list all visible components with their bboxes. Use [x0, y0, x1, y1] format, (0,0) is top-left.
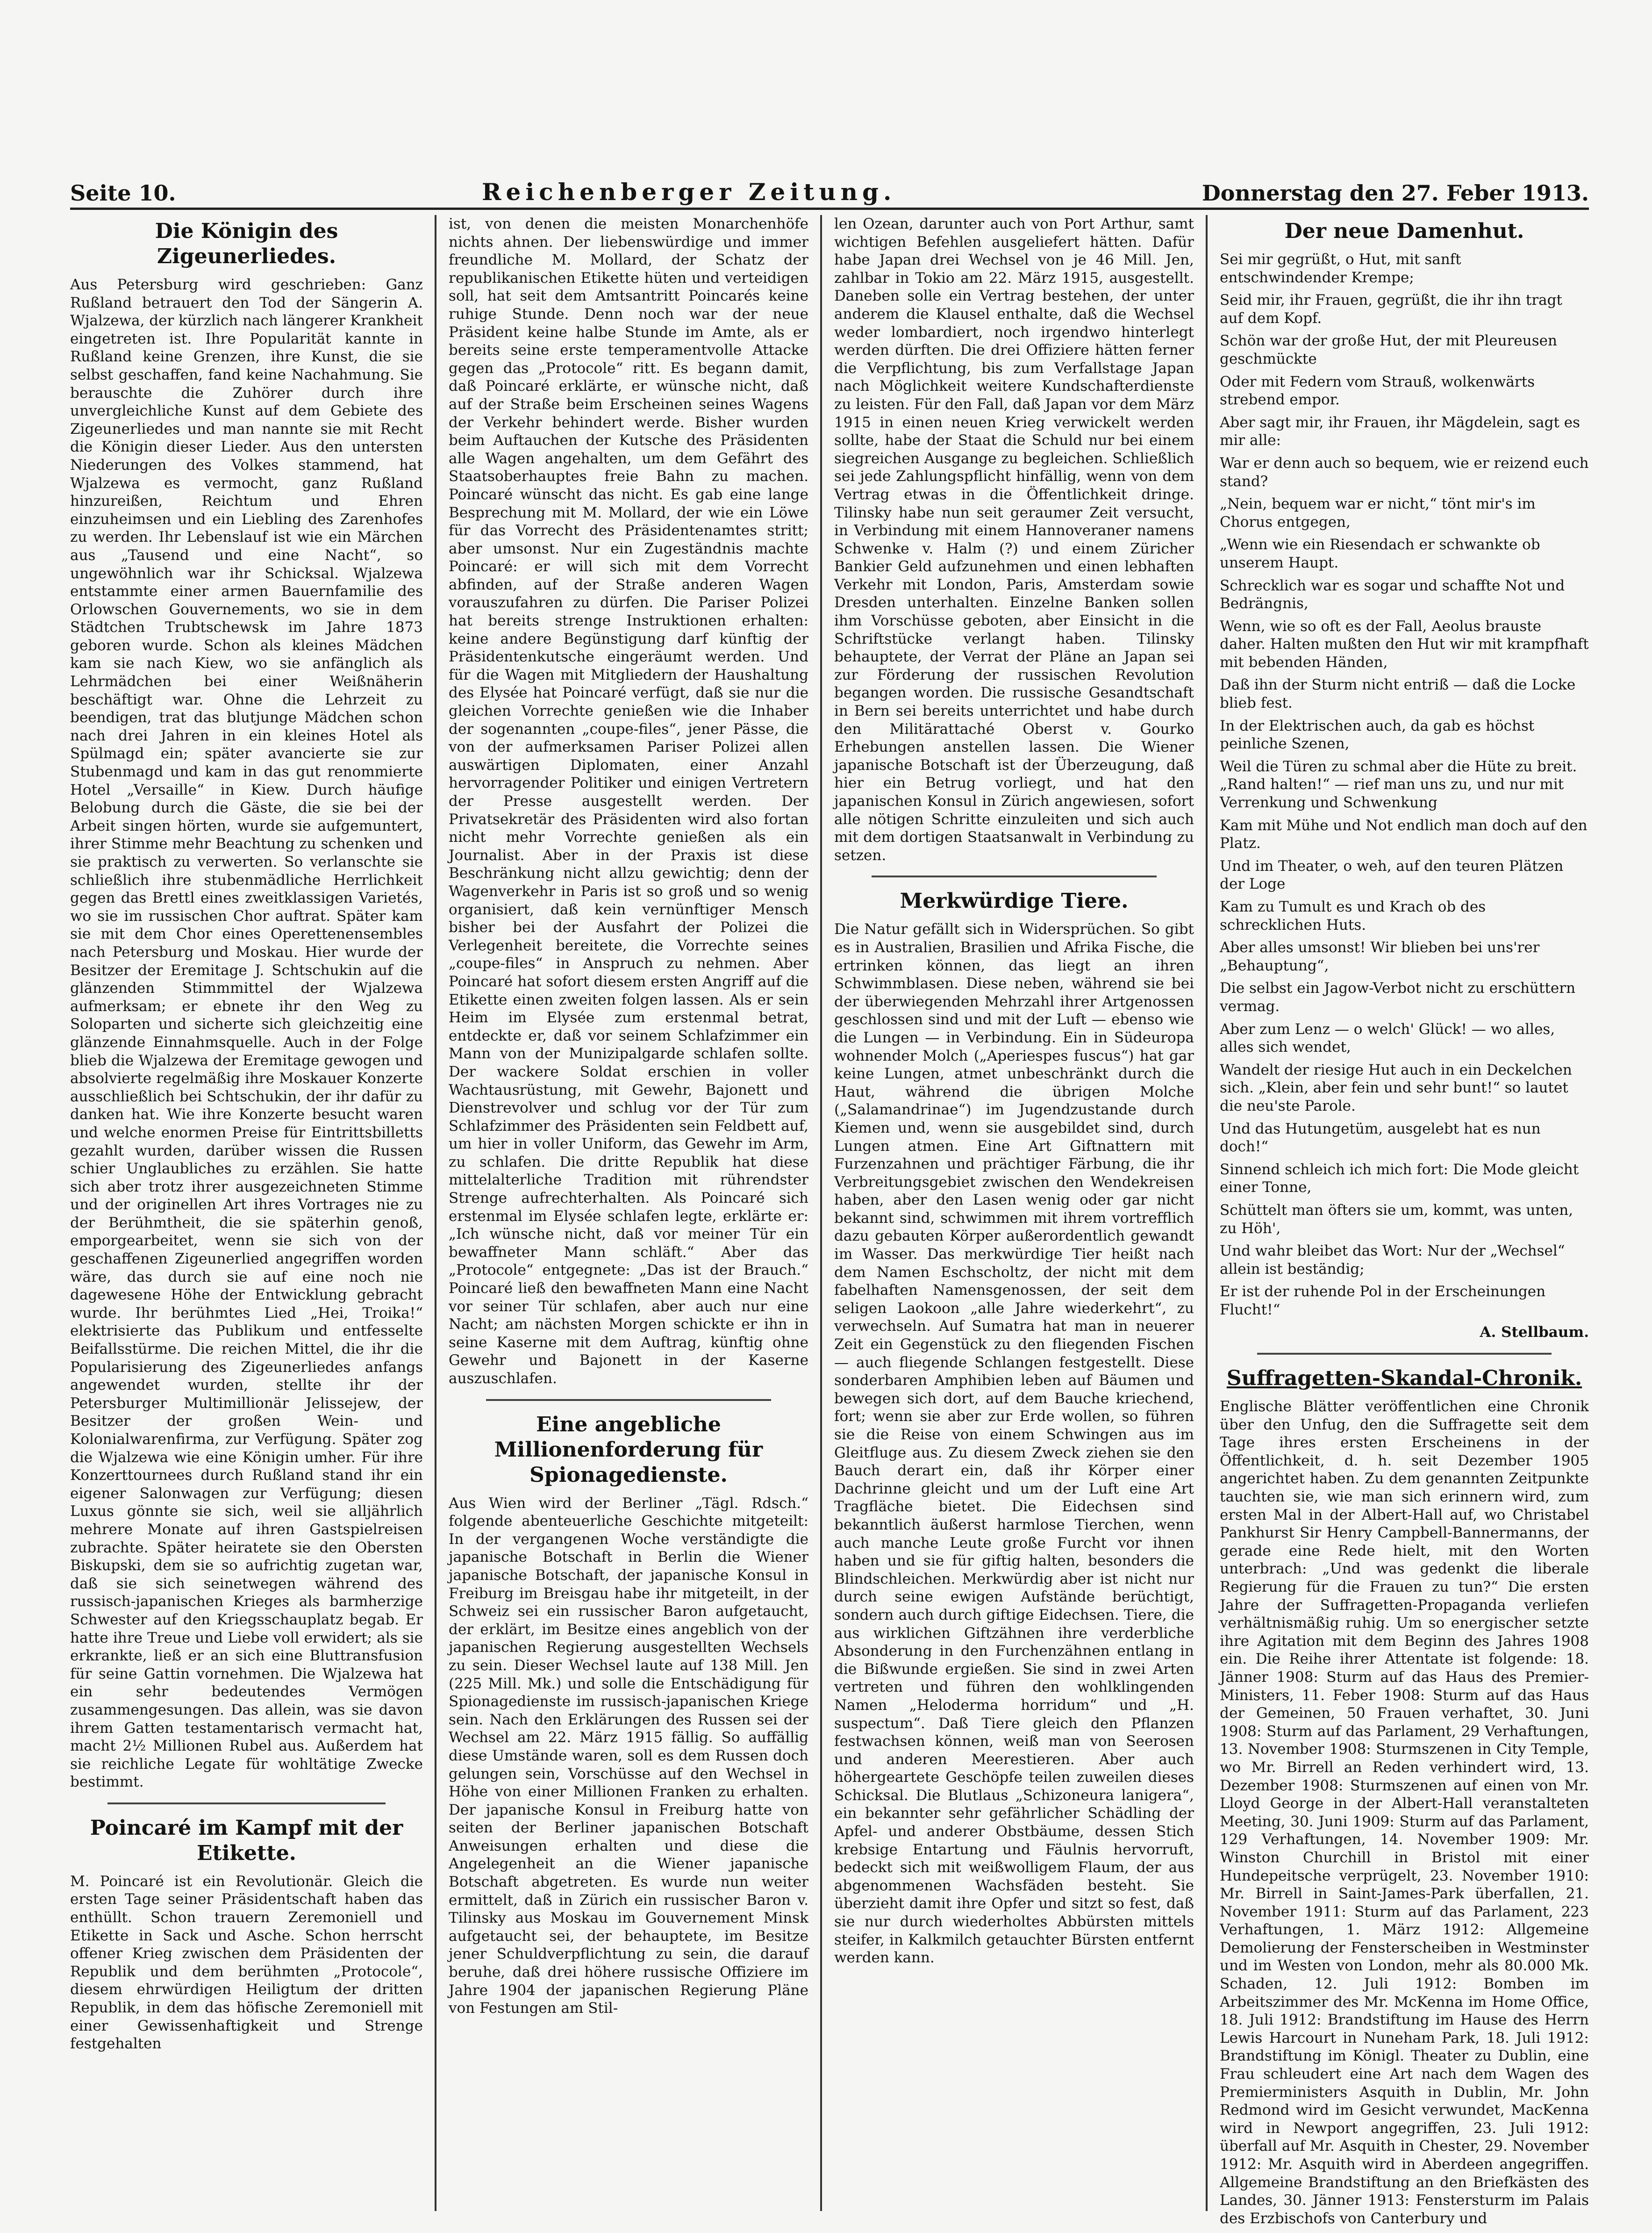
poem-line: „Wenn wie ein Riesendach er schwankte ob unserem Haupt. [1220, 536, 1540, 571]
poem-line: Aber sagt mir, ihr Frauen, ihr Mägdelein, sagt es mir alle: [1220, 414, 1580, 449]
poem-line: Und im Theater, o weh, auf den teuren Plätzen der Loge [1220, 857, 1564, 893]
article-body-poincare: M. Poincaré ist ein Revolutionär. Gleich die ersten Tage seiner Präsidentschaft haben das enthüllt. Schon trauern Zeremoniell und Etikette in Sack und Asche. Schon herrscht offener Krieg zwischen dem Präsidenten der Republik und dem berühmten „Protocole“, diesem ehrwürdigen Heiligtum der dritten Republik, in dem das höfische Zeremoniell mit einer Gewissenhaftigkeit und Strenge festgehalten [70, 1873, 423, 2053]
article-title-poincare: Poincaré im Kampf mit der Etikette. [90, 1816, 403, 1865]
poem-author: A. Stellbaum. [1480, 1324, 1589, 1341]
poem-line: Schrecklich war es sogar und schaffte Not und Bedrängnis, [1220, 577, 1565, 612]
column-3 [834, 215, 1194, 2211]
article-body-tiere: Die Natur gefällt sich in Widersprüchen. So gibt es in Australien, Brasilien und Afrika Fische, die ertrinken können, das liegt an ihren Schwimmblasen. Diese neben, während sie bei der überwiegenden Mehrzahl ihrer Artgenossen geschlossen sind und mit der Luft — ebenso wie die Lungen — in Verbindung. Ein in Südeuropa wohnender Molch („Aperiespes fuscus“) hat gar keine Lungen, atmet unbeschränkt durch die Haut, während die übrigen Molche („Salamandrinae“) im Jugendzustande durch Kiemen und, wenn sie ausgebildet sind, durch Lungen atmen. Eine Art Giftnattern mit Furzenzahnen und prächtiger Färbung, die ihr Verbreitungsgebiet zwischen den Wendekreisen haben, aber den Lasen wenig oder gar nicht bekannt sind, schwimmen mit ihrem vortrefflich dazu gebauten Körper außerordentlich gewandt im Wasser. Das merkwürdige Tier heißt nach dem Namen Eschscholtz, der nicht mit dem fabelhaften Namensgenossen, der seit dem seligen Laokoon „alle Jahre wiederkehrt“, zu verwechseln. Auf Sumatra hat man in neuerer Zeit ein Gegenstück zu den fliegenden Fischen — auch fliegende Schlangen festgestellt. Diese sonderbaren Amphibien leben auf Bäumen und bewegen sich dort, auf dem Bauche kriechend, fort; wenn sie aber zur Erde wollen, so führen sie die Reise von einem Schwingen aus im Gleitfluge aus. Zu diesem Zweck ziehen sie den Bauch derart ein, daß ihr Körper einer Dachrinne gleicht und um der Luft eine Art Tragfläche bietet. Die Eidechsen sind bekanntlich äußerst harmlose Tierchen, wenn auch manche Leute große Furcht vor ihnen haben und sie für giftig halten, besonders die Blindschleichen. Merkwürdig aber ist nicht nur durch seine ewigen Aufstände berüchtigt, sondern auch durch giftige Eidechsen. Tiere, die aus wirklichen Giftzähnen ihre verderbliche Absonderung in den Furchenzähnen entlang in die Bißwunde ergießen. Sie sind in zwei Arten vertreten und führen den wohlklingenden Namen „Heloderma horridum“ und „H. suspectum“. Daß Tiere gleich den Pflanzen festwachsen können, weiß man von Seerosen und anderen Meerestieren. Aber auch höhergeartete Geschöpfe teilen zuweilen dieses Schicksal. Die Blutlaus „Schizoneura lanigera“, ein bekannter sehr gefährlicher Schädling der Apfel- und anderer Obstbäume, dessen Stich krebsige Entartung und Fäulnis hervorruft, bedeckt sich mit weißwolligem Flaum, der aus abgenommenen Wachsfäden besteht. Sie überzieht damit ihre Opfer und sitzt so fest, daß sie nur durch wiederholtes Abbürsten mittels steifer, in Kalkmilch getauchter Bürsten entfernt werden kann. [834, 921, 1194, 1967]
poem-line: Seid mir, ihr Frauen, gegrüßt, die ihr ihn tragt auf dem Kopf. [1220, 292, 1562, 327]
article-separator [1257, 1353, 1552, 1355]
poem-line: Wandelt der riesige Hut auch in ein Deckelchen sich. „Klein, aber fein und sehr bunt!“ so lautet die neu'ste Parole. [1220, 1061, 1572, 1114]
masthead: Reichenberger Zeitung. [481, 178, 896, 206]
page-header [70, 168, 1589, 206]
poem-line: Kam mit Mühe und Not endlich man doch auf den Platz. [1220, 817, 1588, 852]
page-number: Seite 10. [70, 180, 176, 206]
poem-line: Daß ihn der Sturm nicht entriß — daß die Locke blieb fest. [1220, 676, 1576, 712]
poem-line: Oder mit Federn vom Strauß, wolkenwärts strebend empor. [1220, 373, 1535, 409]
header-rule [70, 208, 1589, 210]
article-body-zigeunerlied: Aus Petersburg wird geschrieben: Ganz Rußland betrauert den Tod der Sängerin A. Wjalzewa, der kürzlich nach längerer Krankheit eingetreten ist. Ihre Popularität kannte in Rußland keine Grenzen, ihre Kunst, die sie selbst geschaffen, fand keine Nachahmung. Sie berauschte die Zuhörer durch ihre unvergleichliche Kunst auf dem Gebiete des Zigeunerliedes und man nannte sie mit Recht die Königin dieser Lieder. Aus den untersten Niederungen des Volkes stammend, hat Wjalzewa es vermocht, ganz Rußland hinzureißen, Reichtum und Ehren einzuheimsen und ein Liebling des Zarenhofes zu werden. Ihr Lebenslauf ist wie ein Märchen aus „Tausend und eine Nacht“, so ungewöhnlich war ihr Schicksal. Wjalzewa entstammte einer armen Bauernfamilie des Orlowschen Gouvernements, wo sie in dem Städtchen Trubtschewsk im Jahre 1873 geboren wurde. Schon als kleines Mädchen kam sie nach Kiew, wo sie anfänglich als Lehrmädchen bei einer Weißnäherin beschäftigt war. Ohne die Lehrzeit zu beendigen, trat das blutjunge Mädchen schon nach drei Jahren in ein kleines Hotel als Spülmagd ein; später avancierte sie zur Stubenmagd und kam in das gut renommierte Hotel „Versaille“ in Kiew. Durch häufige Belobung durch die Gäste, die sie bei der Arbeit singen hörten, wurde sie aufgemuntert, ihrer Stimme mehr Beachtung zu schenken und sie praktisch zu verwerten. So verlanschte sie schließlich ihre stubenmädliche Herrlichkeit gegen das Brettl eines zweitklassigen Varietés, wo sie im russischen Chor auftrat. Später kam sie mit dem Chor eines Operettenensembles nach Petersburg und Moskau. Hier wurde der Besitzer der Eremitage J. Schtschukin auf die glänzenden Stimmmittel der Wjalzewa aufmerksam; er ebnete ihr den Weg zu Soloparten und sicherte sich gleichzeitig eine glänzende Einnahmsquelle. Auch in der Folge blieb die Wjalzewa der Eremitage gewogen und absolvierte regelmäßig ihre Moskauer Konzerte ausschließlich bei Schtschukin, der ihr dafür zu danken hat. Wie ihre Konzerte besucht waren und welche enormen Preise für Eintrittsbilletts gezahlt wurden, darüber wissen die Russen schier Unglaubliches zu erzählen. Sie hatte sich aber trotz ihrer ausgezeichneten Stimme und der originellen Art ihres Vortrages nie zu der Berühmtheit, die sie späterhin genoß, emporgearbeitet, wenn sie sich von der geschaffenen Zigeunerlied angegriffen worden wäre, das durch sie auf eine noch nie dagewesene Höhe der Entwicklung gebracht wurde. Ihr berühmtes Lied „Hei, Troika!“ elektrisierte das Publikum und entfesselte Beifallsstürme. Die reichen Mittel, die ihr die Popularisierung des Zigeunerliedes anfangs angewendet wurden, stellte ihr der Petersburger Multimillionär Jelissejew, der Besitzer der großen Wein- und Kolonialwarenfirma, zur Verfügung. Später zog die Wjalzewa wie eine Königin umher. Für ihre Konzerttournees durch Rußland stand ihr ein eigener Salonwagen zur Verfügung; diesen Luxus gönnte sie sich, weil sie alljährlich mehrere Monate auf ihren Gastspielreisen zubrachte. Später heiratete sie den Obersten Biskupski, dem sie so aufrichtig zugetan war, daß sie sich seinetwegen während des russisch-japanischen Krieges als barmherzige Schwester auf den Kriegsschauplatz begab. Er hatte ihre Treue und Liebe voll erwidert; als sie erkrankte, ließ er an sich eine Bluttransfusion für seine Gattin vornehmen. Die Wjalzewa hat ein sehr bedeutendes Vermögen zusammengesungen. Das allein, was sie davon ihrem Gatten testamentarisch vermacht hat, macht 2½ Millionen Rubel aus. Außerdem hat sie reichliche Legate für wohltätige Zwecke bestimmt. [70, 276, 423, 1791]
poem-line: Die selbst ein Jagow-Verbot nicht zu erschüttern vermag. [1220, 980, 1576, 1015]
poem-line: Schön war der große Hut, der mit Pleureusen geschmückte [1220, 332, 1557, 367]
poem-line: Kam zu Tumult es und Krach ob des schrecklichen Huts. [1220, 898, 1486, 933]
article-body-spionage: Aus Wien wird der Berliner „Tägl. Rdsch.“ folgende abenteuerliche Geschichte mitgeteilt: In der vergangenen Woche verständigte die japanische Botschaft in Berlin die Wiener japanische Botschaft, der japanische Konsul in Freiburg im Breisgau habe ihr mitgeteilt, in der Schweiz sei ein russischer Baron aufgetaucht, der erklärt, im Besitze eines angeblich von der japanischen Regierung ausgestellten Wechsels zu sein. Dieser Wechsel laute auf 138 Mill. Jen (225 Mill. Mk.) und solle die Entschädigung für Spionagedienste im russisch-japanischen Kriege sein. Nach den Erklärungen des Russen sei der Wechsel am 22. März 1915 fällig. So auffällig diese Umstände waren, soll es dem Russen doch gelungen sein, Vorschüsse auf den Wechsel in Höhe von einer Millionen Franken zu erhalten. Der japanische Konsul in Freiburg hatte von seiten der Berliner japanischen Botschaft Anweisungen erhalten und diese die Angelegenheit an die Wiener japanische Botschaft abgetreten. Es wurde nun weiter ermittelt, daß in Zürich ein russischer Baron v. Tilinsky aus Moskau im Gouvernement Minsk aufgetaucht sei, der behauptete, im Besitze jener Schuldverpflichtung zu sein, die darauf beruhe, daß drei höhere russische Offiziere im Jahre 1904 der japanischen Regierung Pläne von Festungen am Stil- [449, 1494, 808, 2017]
article-body-poincare-continued: ist, von denen die meisten Monarchenhöfe nichts ahnen. Der liebenswürdige und immer freundliche M. Mollard, der Schatz der republikanischen Etikette hüten und verteidigen soll, hat seit dem Amtsantritt Poincarés keine ruhige Stunde. Denn noch war der neue Präsident keine halbe Stunde im Amte, als er bereits seine erste temperamentvolle Attacke gegen das „Protocole“ ritt. Es begann damit, daß Poincaré erklärte, er wünsche nicht, daß auf der Straße beim Erscheinen seines Wagens der Verkehr behindert werde. Bisher wurden beim Auftauchen der Kutsche des Präsidenten alle Wagen angehalten, um dem Gefährt des Staatsoberhauptes freie Bahn zu machen. Poincaré wünscht das nicht. Es gab eine lange Besprechung mit M. Mollard, der wie ein Löwe für das Vorrecht des Präsidentenamtes stritt; aber umsonst. Nur ein Zugeständnis machte Poincaré: er will sich mit dem Vorrecht abfinden, auf der Straße anderen Wagen vorauszufahren zu dürfen. Die Pariser Polizei hat bereits strenge Instruktionen erhalten: keine andere Begünstigung darf künftig der Präsidentenkutsche eingeräumt werden. Und für die Wagen mit Mitgliedern der Haushaltung des Elysée hat Poincaré verfügt, daß sie nur die gleichen Vorrechte genießen wie die Inhaber der sogenannten „coupe-files“, jener Pässe, die von der aufmerksamen Pariser Polizei allen auswärtigen Diplomaten, einer Anzahl hervorragender Politiker und einigen Vertretern der Presse ausgestellt werden. Der Privatsekretär des Präsidenten wird also fortan nicht mehr Vorrechte genießen als ein Journalist. Aber in der Praxis ist diese Beschränkung nicht allzu gewichtig; denn der Wagenverkehr in Paris ist so groß und so wenig organisiert, daß kein vernünftiger Mensch bisher bei der Ausfahrt der Polizei die Verlegenheit bereitete, die Vorrechte seines „coupe-files“ in Anspruch zu nehmen. Aber Poincaré hat sofort diesem ersten Angriff auf die Etikette einen zweiten folgen lassen. Als er sein Heim im Elysée zum erstenmal betrat, entdeckte er, daß vor seinem Schlafzimmer ein Mann von der Munizipalgarde schlafen sollte. Der wackere Soldat erschien in voller Wachtausrüstung, mit Gewehr, Bajonett und Dienstrevolver und schlug vor der Tür zum Schlafzimmer des Präsidenten sein Feldbett auf, um hier in voller Uniform, das Gewehr im Arm, zu schlafen. Die dritte Republik hat diese mittelalterliche Tradition mit rührendster Strenge aufrechterhalten. Als Poincaré sich erstenmal im Elysée schlafen legte, erklärte er: „Ich wünsche nicht, daß vor meiner Tür ein bewaffneter Mann schläft.“ Aber das „Protocole“ entgegnete: „Das ist der Brauch.“ Poincaré ließ den bewaffneten Mann eine Nacht vor seiner Tür schlafen, aber auch nur eine Nacht; am nächsten Morgen schickte er ihn in seine Kaserne mit dem Auftrag, künftig ohne Gewehr und Bajonett in der Kaserne auszuschlafen. [449, 215, 808, 1387]
article-body-spionage-continued: len Ozean, darunter auch von Port Arthur, samt wichtigen Befehlen ausgeliefert hätten. Dafür habe Japan drei Wechsel von je 46 Mill. Jen, zahlbar in Tokio am 22. März 1915, ausgestellt. Daneben solle ein Vertrag bestehen, der unter anderem die Klausel enthalte, daß die Wechsel weder lombardiert, noch irgendwo hinterlegt werden dürften. Die drei Offiziere hätten ferner die Verpflichtung, bis zum Verfallstage Japan nach Möglichkeit weitere Kundschafterdienste zu leisten. Für den Fall, daß Japan vor dem März 1915 in einen neuen Krieg verwickelt werden sollte, habe der Staat die Schuld nur bei einem siegreichen Ausgange zu begleichen. Schließlich sei jede Zahlungspflicht hinfällig, wenn von dem Vertrag etwas in die Öffentlichkeit dringe. Tilinsky habe nun seit geraumer Zeit versucht, in Verbindung mit einem Hannoveraner namens Schwenke v. Halm (?) und einem Züricher Bankier Geld aufzunehmen und einen lebhaften Verkehr mit London, Paris, Amsterdam sowie Dresden unterhalten. Einzelne Banken sollen ihm Vorschüsse geboten, aber Einsicht in die Schriftstücke verlangt haben. Tilinsky behauptete, der Verrat der Pläne an Japan sei zur Förderung der russischen Revolution begangen worden. Die russische Gesandtschaft in Bern sei bereits unterrichtet und habe durch den Militärattaché Oberst v. Gourko Erhebungen anstellen lassen. Die Wiener japanische Botschaft ist der Überzeugung, daß hier ein Betrug vorliegt, und hat den japanischen Konsul in Zürich angewiesen, sofort alle nötigen Schritte einzuleiten und sich auch mit dem dortigen Staatsanwalt in Verbindung zu setzen. [834, 215, 1194, 864]
article-separator [872, 876, 1157, 877]
poem-line: In der Elektrischen auch, da gab es höchst peinliche Szenen, [1220, 717, 1535, 753]
article-separator [107, 1802, 386, 1804]
column-1 [70, 215, 423, 2211]
column-divider [1206, 215, 1208, 2211]
article-separator [486, 1399, 771, 1401]
article-title-spionage: Eine angebliche Millionenforderung für Spionagedienste. [494, 1412, 763, 1487]
poem-line: Und wahr bleibet das Wort: Nur der „Wechsel“ allein ist beständig; [1220, 1242, 1565, 1278]
poem-line: Aber alles umsonst! Wir blieben bei uns'rer „Behauptung“, [1220, 939, 1540, 974]
poem-line: „Nein, bequem war er nicht,“ tönt mir's im Chorus entgegen, [1220, 495, 1536, 531]
issue-date: Donnerstag den 27. Feber 1913. [1201, 180, 1589, 206]
poem-line: Schüttelt man öfters sie um, kommt, was unten, zu Höh', [1220, 1201, 1573, 1237]
article-title-tiere: Merkwürdige Tiere. [900, 889, 1129, 913]
poem-line: Aber zum Lenz — o welch' Glück! — wo alles, alles sich wendet, [1220, 1020, 1555, 1056]
poem-title: Der neue Damenhut. [1284, 219, 1524, 243]
poem-line: War er denn auch so bequem, wie er reizend euch stand? [1220, 454, 1589, 490]
poem-line: Wenn, wie so oft es der Fall, Aeolus brauste daher. Halten mußten den Hut wir mit krampfhaft mit bebenden Händen, [1220, 617, 1589, 671]
article-title-suffragetten: Suffragetten-Skandal-Chronik. [1226, 1366, 1582, 1391]
article-title-zigeunerlied: Die Königin des Zigeunerliedes. [155, 219, 338, 268]
poem-body [1220, 251, 1589, 1319]
column-2 [449, 215, 808, 2211]
column-4 [1220, 215, 1589, 2227]
column-divider [435, 215, 436, 2211]
poem-line: Und das Hutungetüm, ausgelebt hat es nun doch!“ [1220, 1120, 1541, 1156]
newspaper-page [70, 168, 1589, 2227]
article-body-suffragetten: Englische Blätter veröffentlichen eine Chronik über den Unfug, den die Suffragette seit dem Tage ihres ersten Erscheinens in der Öffentlichkeit, d. h. seit Dezember 1905 angerichtet haben. Zu dem genannten Zeitpunkte tauchten sie, wie man sich erinnern wird, zum ersten Mal in der Albert-Hall auf, wo Christabel Pankhurst Sir Henry Campbell-Bannermanns, der gerade eine Rede hielt, mit den Worten unterbrach: „Und was gedenkt die liberale Regierung für die Frauen zu tun?“ Die ersten Jahre der Suffragetten-Propaganda verliefen verhältnismäßig ruhig. Um so energischer setzte ihre Agitation mit dem Beginn des Jahres 1908 ein. Die Reihe ihrer Attentate ist folgende: 18. Jänner 1908: Sturm auf das Haus des Premier-Ministers, 11. Feber 1908: Sturm auf das Haus der Gemeinen, 50 Frauen verhaftet, 30. Juni 1908: Sturm auf das Parlament, 29 Verhaftungen, 13. November 1908: Sturmszenen in City Temple, wo Mr. Birrell an Reden verhindert wird, 13. Dezember 1908: Sturmszenen auf einen von Mr. Lloyd George in der Albert-Hall veranstalteten Meeting, 30. Juni 1909: Sturm auf das Parlament, 129 Verhaftungen, 14. November 1909: Mr. Winston Churchill in Bristol mit einer Hundepeitsche verprügelt, 23. November 1910: Mr. Birrell in Saint-James-Park überfallen, 21. November 1911: Sturm auf das Parlament, 223 Verhaftungen, 1. März 1912: Allgemeine Demolierung der Fensterscheiben in Westminster und im Westen von London, mehr als 80.000 Mk. Schaden, 12. Juli 1912: Bomben im Arbeitszimmer des Mr. McKenna im Home Office, 18. Juli 1912: Brandstiftung im Hause des Herrn Lewis Harcourt in Nuneham Park, 18. Juli 1912: Brandstiftung im Königl. Theater zu Dublin, eine Frau schleudert eine Art nach dem Wagen des Premierministers Asquith in Dublin, Mr. John Redmond wird im Gesicht verwundet, MacKenna wird in Newport angegriffen, 23. Juli 1912: überfall auf Mr. Asquith in Chester, 29. November 1912: Mr. Asquith wird in Aberdeen angegriffen. Allgemeine Brandstiftung an den Briefkästen des Landes, 30. Jänner 1913: Fenstersturm im Palais des Erzbischofs von Canterbury und [1220, 1398, 1589, 2227]
poem-line: Sei mir gegrüßt, o Hut, mit sanft entschwindender Krempe; [1220, 251, 1461, 286]
poem-line: Weil die Türen zu schmal aber die Hüte zu breit. „Rand halten!“ — rief man uns zu, und nur mit Verrenkung und Schwenkung [1220, 758, 1577, 811]
poem-line: Sinnend schleich ich mich fort: Die Mode gleicht einer Tonne, [1220, 1161, 1579, 1196]
poem-line: Er ist der ruhende Pol in der Erscheinungen Flucht!“ [1220, 1283, 1546, 1318]
column-divider [820, 215, 822, 2211]
